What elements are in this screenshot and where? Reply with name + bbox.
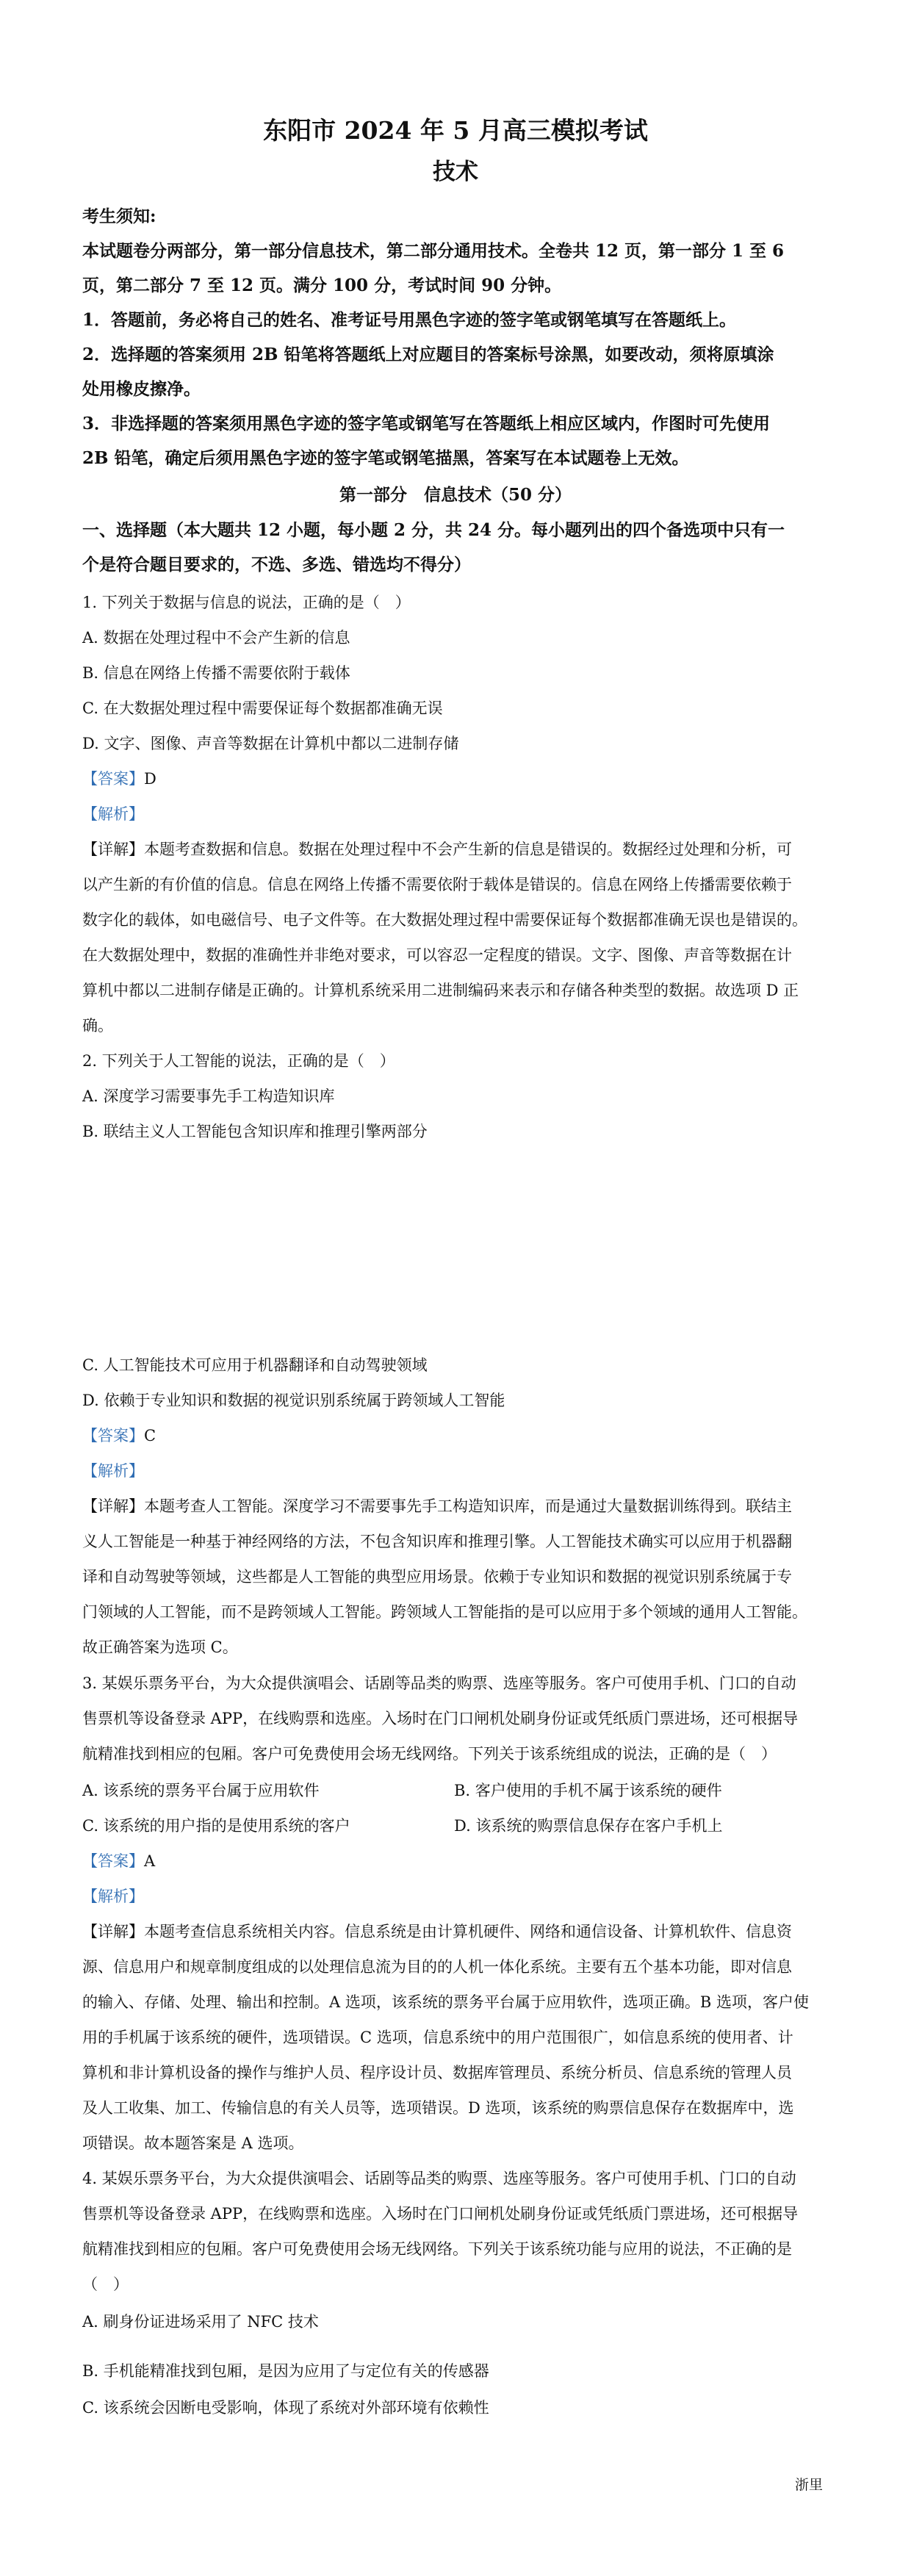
q2-detail-line: 译和自动驾驶等领域，这些都是人工智能的典型应用场景。依赖于专业知识和数据的视觉识别系统属于专 [82,1568,792,1586]
notice-line: 本试题卷分两部分，第一部分信息技术，第二部分通用技术。全卷共 12 页，第一部分 1 至 6 [82,241,785,261]
q3-detail-line: 项错误。故本题答案是 A 选项。 [82,2134,304,2152]
q2-option-c: C. 人工智能技术可应用于机器翻译和自动驾驶领域 [82,1356,428,1374]
q1-stem: 1. 下列关于数据与信息的说法，正确的是（ ） [82,594,411,611]
q3-detail-line: 源、信息用户和规章制度组成的以处理信息流为目的的人机一体化系统。主要有五个基本功能，即对信息 [82,1958,792,1976]
q4-option-a: A. 刷身份证进场采用了 NFC 技术 [82,2313,319,2331]
q3-stem-line: 售票机等设备登录 APP，在线购票和选座。入场时在门口闸机处刷身份证或凭纸质门票进场，还可根据导 [82,1710,799,1727]
q3-answer [82,1850,155,1872]
q2-analysis-label: 【解析】 [82,1462,144,1480]
answer-label: 【答案】 [82,770,144,788]
q1-detail-line: 以产生新的有价值的信息。信息在网络上传播不需要依附于载体是错误的。信息在网络上传播需要依赖于 [82,876,792,893]
q2-detail-line: 义人工智能是一种基于神经网络的方法，不包含知识库和推理引擎。人工智能技术确实可以应用于机器翻 [82,1533,792,1550]
q1-option-d: D. 文字、图像、声音等数据在计算机中都以二进制存储 [82,735,459,752]
q3-analysis-label: 【解析】 [82,1888,144,1905]
q3-detail-line: 算机和非计算机设备的操作与维护人员、程序设计员、数据库管理员、系统分析员、信息系统的管理人员 [82,2064,792,2082]
part1-title: 第一部分 信息技术（50 分） [339,485,572,505]
notice-line: 1．答题前，务必将自己的姓名、准考证号用黑色字迹的签字笔或钢笔填写在答题纸上。 [82,310,737,330]
q3-detail-line: 【详解】本题考查信息系统相关内容。信息系统是由计算机硬件、网络和通信设备、计算机软件、信息资 [82,1923,792,1940]
q3-detail-line: 及人工收集、加工、传输信息的有关人员等，选项错误。D 选项，该系统的购票信息保存在数据库中，选 [82,2099,794,2117]
q3-detail-line: 的输入、存储、处理、输出和控制。A 选项，该系统的票务平台属于应用软件，选项正确。B 选项，客户使 [82,1993,809,2011]
answer-label: 【答案】 [82,1852,144,1870]
q4-stem-line: （ ） [82,2275,129,2293]
answer-label: 【答案】 [82,1427,144,1444]
q2-option-a: A. 深度学习需要事先手工构造知识库 [82,1087,335,1105]
q1-option-c: C. 在大数据处理过程中需要保证每个数据都准确无误 [82,699,443,717]
q3-option-d: D. 该系统的购票信息保存在客户手机上 [454,1817,723,1835]
q1-detail-line: 数字化的载体，如电磁信号、电子文件等。在大数据处理过程中需要保证每个数据都准确无误也是错误的。 [82,911,807,929]
q2-answer [82,1425,156,1447]
q2-detail-line: 故正确答案为选项 C。 [82,1638,238,1656]
q1-detail-line: 【详解】本题考查数据和信息。数据在处理过程中不会产生新的信息是错误的。数据经过处理和分析，可 [82,841,792,858]
q4-option-b: B. 手机能精准找到包厢，是因为应用了与定位有关的传感器 [82,2362,489,2380]
section-heading: 一、选择题（本大题共 12 小题，每小题 2 分，共 24 分。每小题列出的四个备选项中只有一 [82,520,785,540]
q1-option-a: A. 数据在处理过程中不会产生新的信息 [82,629,350,647]
q2-stem: 2. 下列关于人工智能的说法，正确的是（ ） [82,1052,395,1070]
section-heading: 个是符合题目要求的，不选、多选、错选均不得分） [82,555,471,575]
q3-option-c: C. 该系统的用户指的是使用系统的客户 [82,1817,350,1835]
q1-detail-line: 确。 [82,1017,113,1035]
q1-answer [82,768,156,790]
q2-option-b: B. 联结主义人工智能包含知识库和推理引擎两部分 [82,1123,428,1140]
q1-analysis-label: 【解析】 [82,805,144,823]
notice-line: 3．非选择题的答案须用黑色字迹的签字笔或钢笔写在答题纸上相应区域内，作图时可先使用 [82,414,771,433]
q1-detail-line: 在大数据处理中，数据的准确性并非绝对要求，可以容忍一定程度的错误。文字、图像、声音等数据在计 [82,946,792,964]
q2-option-d: D. 依赖于专业知识和数据的视觉识别系统属于跨领域人工智能 [82,1392,505,1409]
answer-value: C [144,1427,156,1444]
q2-detail-line: 门领域的人工智能，而不是跨领域人工智能。跨领域人工智能指的是可以应用于多个领域的通用人工智能。 [82,1603,807,1621]
notice-line: 处用橡皮擦净。 [82,379,201,399]
q2-detail-line: 【详解】本题考查人工智能。深度学习不需要事先手工构造知识库，而是通过大量数据训练得到。联结主 [82,1497,792,1515]
q1-detail-line: 算机中都以二进制存储是正确的。计算机系统采用二进制编码来表示和存储各种类型的数据。故选项 D 正 [82,982,799,999]
exam-title: 东阳市 2024 年 5 月高三模拟考试 [263,116,648,145]
q4-stem-line: 航精准找到相应的包厢。客户可免费使用会场无线网络。下列关于该系统功能与应用的说法，不正确的是 [82,2240,792,2258]
q3-stem-line: 3. 某娱乐票务平台，为大众提供演唱会、话剧等品类的购票、选座等服务。客户可使用手机、门口的自动 [82,1674,796,1692]
q3-stem-line: 航精准找到相应的包厢。客户可免费使用会场无线网络。下列关于该系统组成的说法，正确的是（ ） [82,1745,777,1763]
q4-stem-line: 4. 某娱乐票务平台，为大众提供演唱会、话剧等品类的购票、选座等服务。客户可使用手机、门口的自动 [82,2170,796,2187]
notice-heading: 考生须知: [82,206,156,226]
notice-line: 页，第二部分 7 至 12 页。满分 100 分，考试时间 90 分钟。 [82,276,562,295]
q3-option-a: A. 该系统的票务平台属于应用软件 [82,1782,320,1799]
q1-option-b: B. 信息在网络上传播不需要依附于载体 [82,664,350,682]
answer-value: D [144,770,156,788]
q3-detail-line: 用的手机属于该系统的硬件，选项错误。C 选项，信息系统中的用户范围很广，如信息系统的使用者、计 [82,2029,793,2046]
notice-line: 2B 铅笔，确定后须用黑色字迹的签字笔或钢笔描黑，答案写在本试题卷上无效。 [82,448,689,468]
answer-value: A [144,1852,156,1870]
page-footer: 浙里 [795,2477,824,2493]
q4-stem-line: 售票机等设备登录 APP，在线购票和选座。入场时在门口闸机处刷身份证或凭纸质门票进场，还可根据导 [82,2205,799,2223]
exam-subject: 技术 [433,159,478,185]
notice-line: 2．选择题的答案须用 2B 铅笔将答题纸上对应题目的答案标号涂黑，如要改动，须将原填涂 [82,345,774,364]
q4-option-c: C. 该系统会因断电受影响，体现了系统对外部环境有依赖性 [82,2399,489,2417]
q3-option-b: B. 客户使用的手机不属于该系统的硬件 [454,1782,722,1799]
